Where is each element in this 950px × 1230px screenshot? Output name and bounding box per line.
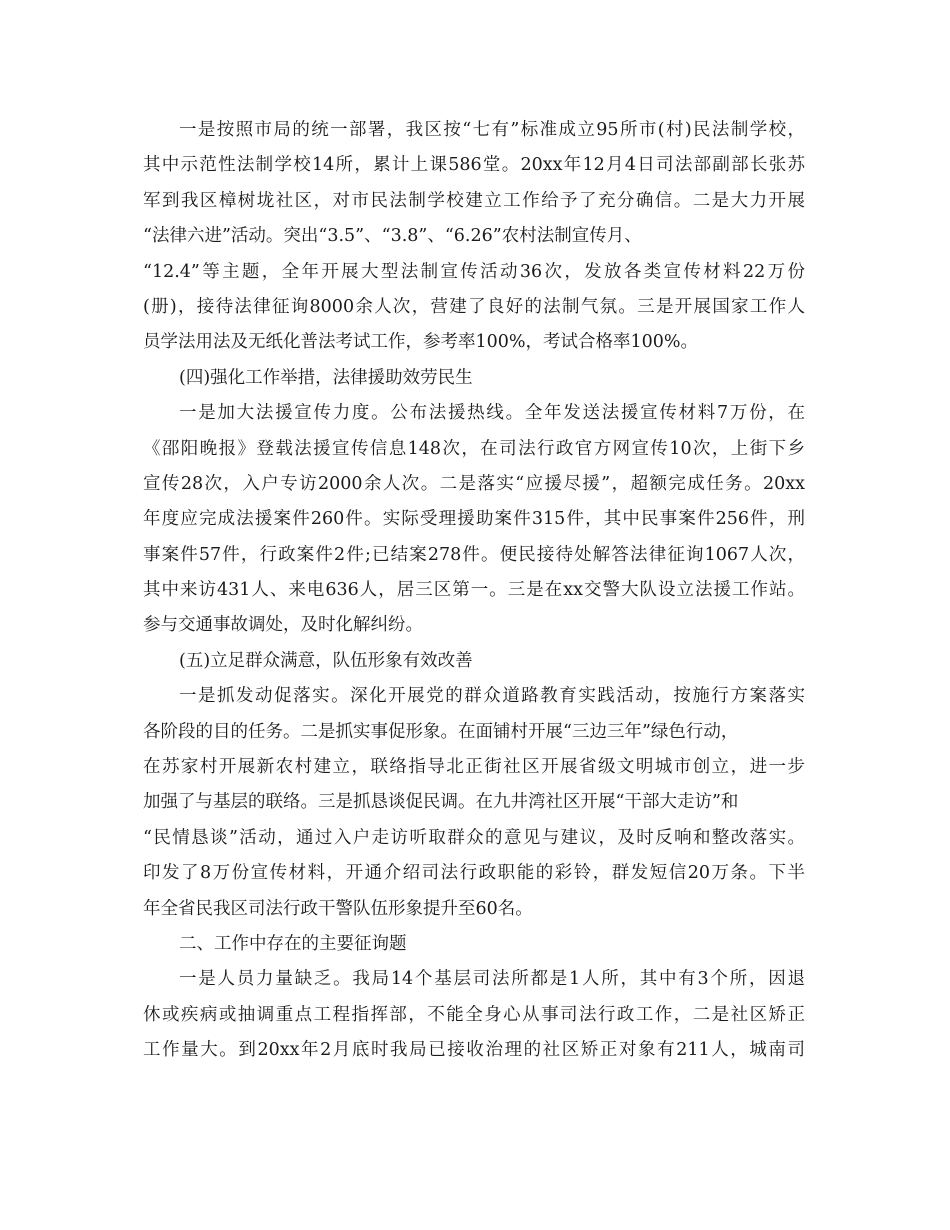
text-line: 一是加大法援宣传力度。公布法援热线。全年发送法援宣传材料7万份，在 bbox=[179, 403, 805, 424]
text-line: 工作量大。到20xx年2月底时我局已接收治理的社区矫正对象有211人，城南司 bbox=[143, 1040, 805, 1061]
text-line: 印发了8万份宣传材料，开通介绍司法行政职能的彩铃，群发短信20万条。下半 bbox=[143, 863, 805, 884]
text-line: 休或疾病或抽调重点工程指挥部，不能全身心从事司法行政工作，二是社区矫正 bbox=[143, 1004, 805, 1025]
text-line: 宣传28次，入户专访2000余人次。二是落实“应援尽援”，超额完成任务。20xx bbox=[143, 473, 805, 494]
text-line: “法律六进”活动。突出“3.5”、“3.8”、“6.26”农村法制宣传月、 bbox=[143, 226, 642, 247]
section-heading: (五)立足群众满意，队伍形象有效改善 bbox=[179, 650, 473, 671]
text-line: “民情恳谈”活动，通过入户走访听取群众的意见与建议，及时反响和整改落实。 bbox=[143, 827, 805, 848]
text-line: “12.4”等主题，全年开展大型法制宣传活动36次，发放各类宣传材料22万份 bbox=[143, 261, 805, 282]
section-heading: 二、工作中存在的主要征询题 bbox=[179, 933, 407, 954]
document-body bbox=[143, 113, 805, 1069]
text-line: (册)，接待法律征询8000余人次，营建了良好的法制气氛。三是开展国家工作人 bbox=[143, 296, 805, 317]
text-line: 在苏家村开展新农村建立，联络指导北正街社区开展省级文明城市创立，进一步 bbox=[143, 757, 805, 778]
text-line: 参与交通事故调处，及时化解纠纷。 bbox=[143, 615, 423, 636]
text-line: 军到我区樟树垅社区，对市民法制学校建立工作给予了充分确信。二是大力开展 bbox=[143, 190, 805, 211]
text-line: 加强了与基层的联络。三是抓恳谈促民调。在九井湾社区开展“干部大走访”和 bbox=[143, 792, 739, 813]
section-heading: (四)强化工作举措，法律援助效劳民生 bbox=[179, 367, 473, 388]
text-line: 事案件57件，行政案件2件;已结案278件。便民接待处解答法律征询1067人次， bbox=[143, 544, 805, 565]
text-line: 各阶段的目的任务。二是抓实事促形象。在面铺村开展“三边三年”绿色行动， bbox=[143, 721, 739, 742]
text-line: 《邵阳晚报》登载法援宣传信息148次，在司法行政官方网宣传10次，上街下乡 bbox=[143, 438, 805, 459]
text-line: 年全省民我区司法行政干警队伍形象提升至60名。 bbox=[143, 898, 533, 919]
text-line: 其中示范性法制学校14所，累计上课586堂。20xx年12月4日司法部副部长张苏 bbox=[143, 155, 805, 176]
text-line: 其中来访431人、来电636人，居三区第一。三是在xx交警大队设立法援工作站。 bbox=[143, 580, 805, 601]
text-line: 员学法用法及无纸化普法考试工作，参考率100%，考试合格率100%。 bbox=[143, 332, 699, 353]
text-line: 年度应完成法援案件260件。实际受理援助案件315件，其中民事案件256件，刑 bbox=[143, 509, 805, 530]
text-line: 一是抓发动促落实。深化开展党的群众道路教育实践活动，按施行方案落实 bbox=[179, 686, 805, 707]
text-line: 一是人员力量缺乏。我局14个基层司法所都是1人所，其中有3个所，因退 bbox=[179, 969, 805, 990]
text-line: 一是按照市局的统一部署，我区按“七有”标准成立95所市(村)民法制学校， bbox=[179, 120, 805, 140]
